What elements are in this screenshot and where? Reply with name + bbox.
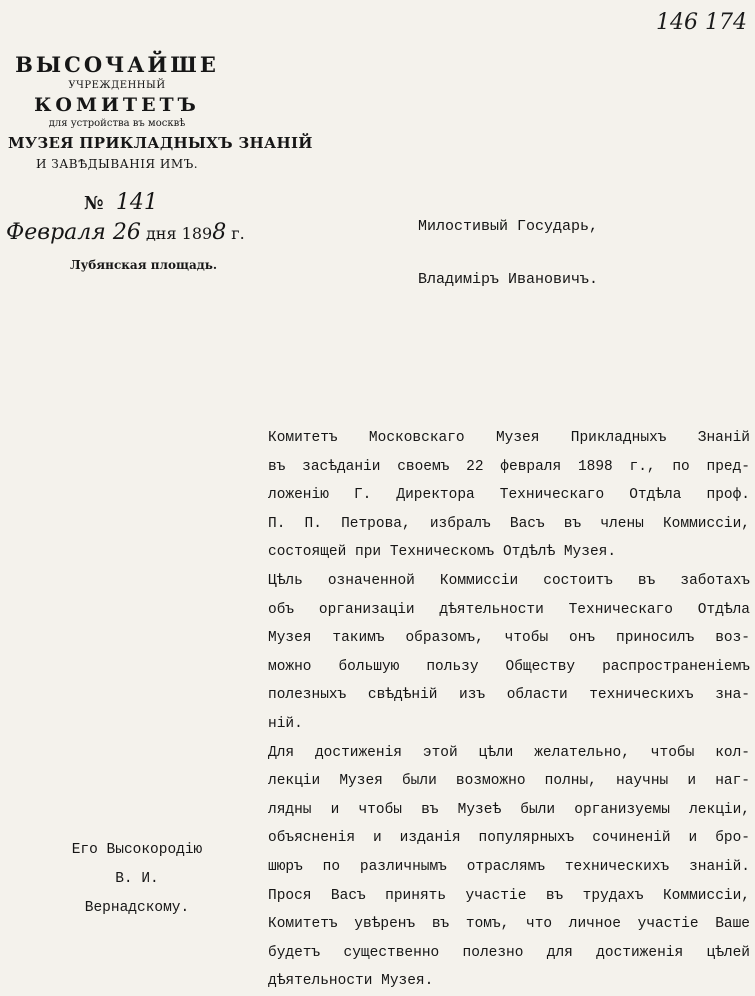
recipient-block bbox=[48, 836, 226, 923]
body-line: лядны и чтобы въ Музеѣ были организуемы лекціи, bbox=[268, 801, 750, 818]
body-line: ложенію Г. Директора Техническаго Отдѣла проф. bbox=[268, 487, 750, 504]
letterhead-line-3: КОМИТЕТЪ bbox=[34, 94, 200, 116]
date-year-digit: 8 bbox=[212, 220, 227, 245]
body-line: объясненія и изданія популярныхъ сочиненій и бро- bbox=[268, 830, 750, 847]
recipient-line-3: Вернадскому. bbox=[84, 900, 190, 916]
document-date bbox=[6, 220, 245, 245]
salutation: Милостивый Государь, bbox=[418, 218, 599, 235]
letterhead-line-1: ВЫСОЧАЙШЕ bbox=[15, 52, 219, 77]
body-line: полезныхъ свѣдѣній изъ области техническихъ зна- bbox=[268, 687, 750, 704]
letterhead bbox=[8, 52, 313, 174]
recipient-line-1: Его Высокородію bbox=[71, 842, 203, 858]
body-line: Комитетъ Московскаго Музея Прикладныхъ Знаній bbox=[268, 430, 750, 446]
address: Лубянская площадь. bbox=[70, 258, 218, 272]
body-line: въ засѣданіи своемъ 22 февраля 1898 г., по пред- bbox=[268, 458, 750, 475]
date-suffix: г. bbox=[231, 224, 245, 243]
body-line: состоящей при Техническомъ Отдѣлѣ Музея. bbox=[268, 544, 617, 561]
number-value: 141 bbox=[115, 190, 158, 215]
letterhead-line-6: И ЗАВѢДЫВАНІЯ ИМЪ. bbox=[35, 157, 199, 171]
body-line: Цѣль означенной Коммиссіи состоитъ въ заботахъ bbox=[268, 572, 750, 589]
date-handwritten: Февраля 26 bbox=[6, 220, 141, 245]
letterhead-line-4: для устройства въ москвѣ bbox=[48, 118, 186, 129]
body-line: Прося Васъ принять участіе въ трудахъ Коммиссіи, bbox=[268, 887, 750, 904]
body-line: дѣятельности Музея. bbox=[268, 973, 434, 990]
body-line: шюръ по различнымъ отраслямъ техническихъ знаній. bbox=[268, 858, 750, 875]
number-label: № bbox=[84, 193, 104, 214]
body-line: П. П. Петрова, избралъ Васъ въ члены Коммиссіи, bbox=[268, 515, 750, 532]
body-line: Комитетъ увѣренъ въ томъ, что личное участіе Ваше bbox=[268, 916, 750, 933]
letterhead-line-2: УЧРЕЖДЕННЫЙ bbox=[68, 80, 166, 91]
date-printed: дня 189 bbox=[145, 224, 213, 243]
letter-body bbox=[268, 424, 750, 996]
letterhead-line-5: МУЗЕЯ ПРИКЛАДНЫХЪ ЗНАНІЙ bbox=[8, 134, 313, 152]
body-line: можно большую пользу Обществу распространеніемъ bbox=[268, 658, 750, 675]
body-line: Музея такимъ образомъ, чтобы онъ приносилъ воз- bbox=[268, 630, 750, 647]
body-line: будетъ существенно полезно для достиженія цѣлей bbox=[268, 944, 750, 961]
body-line: объ организаціи дѣятельности Техническаго Отдѣла bbox=[268, 601, 750, 618]
body-line: ній. bbox=[268, 715, 303, 732]
document-number bbox=[84, 190, 158, 215]
archive-number: 146 174 bbox=[656, 10, 747, 35]
body-line: лекціи Музея были возможно полны, научны и наг- bbox=[268, 773, 750, 790]
body-line: Для достиженія этой цѣли желательно, чтобы кол- bbox=[268, 744, 750, 761]
recipient-line-2: В. И. bbox=[115, 871, 159, 887]
addressee-name: Владиміръ Ивановичъ. bbox=[418, 271, 599, 288]
